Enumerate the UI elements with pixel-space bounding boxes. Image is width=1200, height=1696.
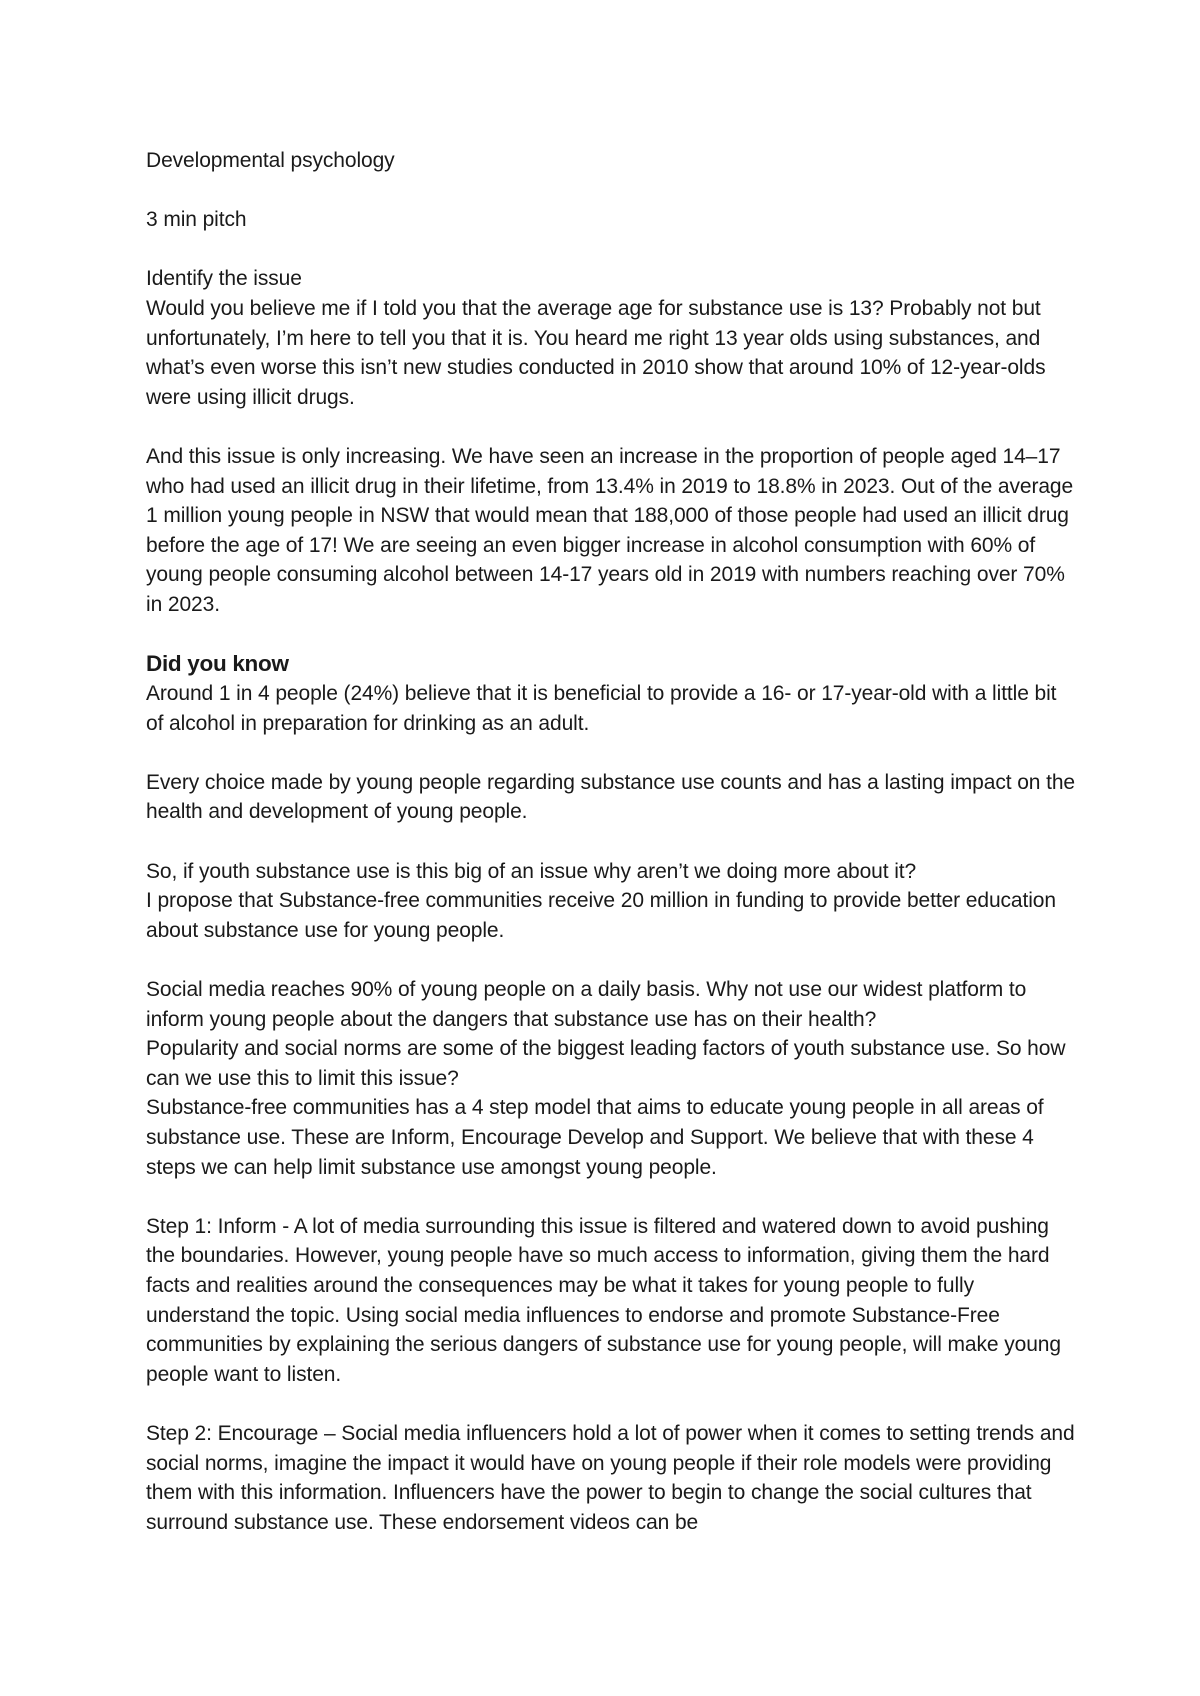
paragraph-increasing-issue: And this issue is only increasing. We have seen an increase in the proportion of people aged 14–17 who had used an illicit drug in their lifetime, from 13.4% in 2019 to 18.8% in 2023. Out of the average 1 million young people in NSW that would mean that 188,000 of those people had used an illicit drug before the age of 17! We are seeing an even bigger increase in alcohol consumption with 60% of young people consuming alcohol between 14-17 years old in 2019 with numbers reaching over 70% in 2023.: [146, 444, 1074, 616]
spacer: [146, 412, 1076, 442]
did-you-know-heading: Did you know: [146, 651, 289, 677]
paragraph-popularity: Popularity and social norms are some of the biggest leading factors of youth substance use. So how can we use this to limit this issue?: [146, 1037, 1066, 1090]
paragraph-social-media: Social media reaches 90% of young people on a daily basis. Why not use our widest platform to inform young people about the dangers that substance use has on their health?: [146, 978, 1027, 1031]
paragraph-step-1-inform: Step 1: Inform - A lot of media surrounding this issue is filtered and watered down to avoid pushing the boundaries. However, young people have so much access to information, giving them the hard facts and realities around the consequences may be what it takes for young people to fully understand the topic. Using social media influences to endorse and promote Substance-Free communities by explaining the serious dangers of substance use for young people, will make young people want to listen.: [146, 1214, 1061, 1386]
paragraph-four-step-model: Substance-free communities has a 4 step model that aims to educate young people in all areas of substance use. These are Inform, Encourage Develop and Support. We believe that with these 4 steps we can help limit substance use amongst young people.: [146, 1096, 1044, 1179]
paragraph-step-2-encourage: Step 2: Encourage – Social media influencers hold a lot of power when it comes to setting trends and social norms, imagine the impact it would have on young people if their role models were providing them with this information. Influencers have the power to begin to change the social cultures that surround substance use. These endorsement videos can be: [146, 1421, 1075, 1534]
spacer: [146, 235, 1076, 265]
spacer: [146, 1182, 1076, 1212]
section-heading: Identify the issue: [146, 267, 302, 291]
paragraph-every-choice: Every choice made by young people regarding substance use counts and has a lasting impact on the health and development of young people.: [146, 770, 1075, 824]
paragraph-average-age: Would you believe me if I told you that the average age for substance use is 13? Probably not but unfortunately, I’m here to tell you that it is. You heard me right 13 year olds using substances, and what’s even worse this isn’t new studies conducted in 2010 show that around 10% of 12-year-olds were using illicit drugs.: [146, 296, 1046, 409]
spacer: [146, 620, 1076, 650]
paragraph-question: So, if youth substance use is this big of an issue why aren’t we doing more about it?: [146, 859, 917, 883]
spacer: [146, 738, 1076, 768]
spacer: [146, 1389, 1076, 1419]
spacer: [146, 827, 1076, 857]
spacer: [146, 176, 1076, 206]
document-subtitle: 3 min pitch: [146, 208, 247, 232]
document-title: Developmental psychology: [146, 149, 395, 172]
document-page: [146, 146, 1076, 1537]
spacer: [146, 945, 1076, 975]
paragraph-did-you-know: Around 1 in 4 people (24%) believe that it is beneficial to provide a 16- or 17-year-old with a little bit of alcohol in preparation for drinking as an adult.: [146, 682, 1057, 735]
paragraph-proposal: I propose that Substance-free communities receive 20 million in funding to provide better education about substance use for young people.: [146, 889, 1056, 942]
